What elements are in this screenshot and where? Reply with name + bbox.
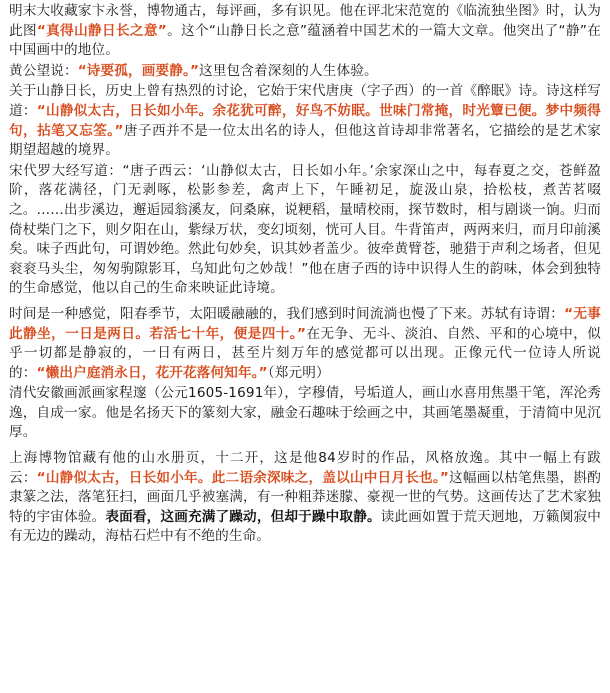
text-segment: 这里包含着深刻的人生体验。	[199, 62, 378, 79]
highlighted-quote: “诗要孤，画要静。”	[77, 62, 200, 79]
text-segment: 宋代罗大经写道：“唐子西云：‘山静似太古，日长如小年。’余家深山之中，每春夏之交，苍鲜盈阶，落花满径，门无剥啄，松影参差，禽声上下，午睡初足，旋汲山泉，拾松枝，煮苦茗啜之。……出步溪边，邂逅园翁溪友，问桑麻，说粳稻，量晴校雨，探节数时，相与剧谈一饷。归而倚杖柴门之下，则夕阳在山，紫绿万状，变幻顷刻，恍可人目。牛背笛声，两两来归，而月印前溪矣。味子西此句，可谓妙绝。然此句妙矣，识其妙者盖少。彼牵黄臂苍，驰猎于声利之场者，但见衮衮马头尘，匆匆驹隙影耳，乌知此句之妙哉！”他在唐子西的诗中识得人生的韵味，体会到独特的生命感觉，他以自己的生命来映证此诗境。	[9, 162, 601, 297]
text-segment: 读此画如置于荒天迥地，万籁阒寂中有无边的躁动，海枯石烂中有不绝的生命。	[9, 508, 601, 545]
highlighted-quote: “无事此静坐，一日是两日。若活七十年，便是四十。”	[9, 305, 601, 342]
text-segment: 。这个“山静日长之意”蕴涵着中国艺术的一篇大文章。他突出了“静”在中国画中的地位。	[9, 22, 601, 59]
paragraph-6	[9, 384, 601, 443]
paragraph-7	[9, 449, 601, 547]
bold-statement: 表面看，这画充满了躁动，但却于躁中取静。	[105, 508, 381, 525]
paragraph-2	[9, 62, 601, 82]
highlighted-quote: “懒出户庭消永日，花开花落何知年。”	[36, 364, 268, 381]
paragraph-3	[9, 82, 601, 160]
paragraph-4	[9, 162, 601, 299]
text-segment: 关于山静日长，历史上曾有热烈的讨论，它始于宋代唐庚（字子西）的一首《醉眠》诗。诗这样写道：	[9, 83, 601, 119]
text-segment: 黄公望说：	[9, 62, 78, 79]
paragraph-5	[9, 305, 601, 383]
text-segment: 时间是一种感觉，阳春季节，太阳暖融融的，我们感到时间流淌也慢了下来。苏轼有诗谓：	[9, 305, 565, 322]
paragraph-1	[9, 2, 601, 61]
text-segment: 这幅画以枯笔焦墨，斟酌隶篆之法，落笔狂扫，画面几乎被塞满，有一种粗莽迷朦、豪视一世的气势。这画传达了艺术家独特的宇宙体验。	[9, 469, 601, 525]
text-segment: 明末大收藏家卞永誉，博物通古，每评画，多有识见。他在评北宋范宽的《临流独坐图》时，认为此图	[9, 3, 601, 39]
text-segment: （郑元明）	[267, 364, 330, 381]
text-segment: 在无争、无斗、淡泊、自然、平和的心境中，似乎一切都是静寂的，一日有两日，甚至片刻万年的感觉都可以出现。正像元代一位诗人所说的：	[9, 325, 601, 381]
text-segment: 上海博物馆藏有他的山水册页，十二开，这是他84岁时的作品，风格放逸。其中一幅上有跋云：	[9, 450, 601, 486]
highlighted-quote: “山静似太古，日长如小年。余花犹可醉，好鸟不妨眠。世味门常掩，时光簟已便。梦中频得句，拈笔又忘筌。”	[9, 102, 601, 139]
text-segment: 唐子西并不是一位太出名的诗人，但他这首诗却非常著名，它描绘的是艺术家期望超越的境界。	[9, 122, 601, 159]
highlighted-quote: “真得山静日长之意”	[36, 22, 167, 39]
text-segment: 清代安徽画派画家程邃（公元1605-1691年），字穆倩，号垢道人，画山水喜用焦墨干笔，浑沦秀逸，自成一家。他是名扬天下的篆刻大家，融金石趣味于绘画之中，其画笔墨凝重，于清简中见沉厚。	[9, 385, 601, 441]
highlighted-quote: “山静似太古，日长如小年。此二语余深味之，盖以山中日月长也。”	[36, 469, 449, 486]
